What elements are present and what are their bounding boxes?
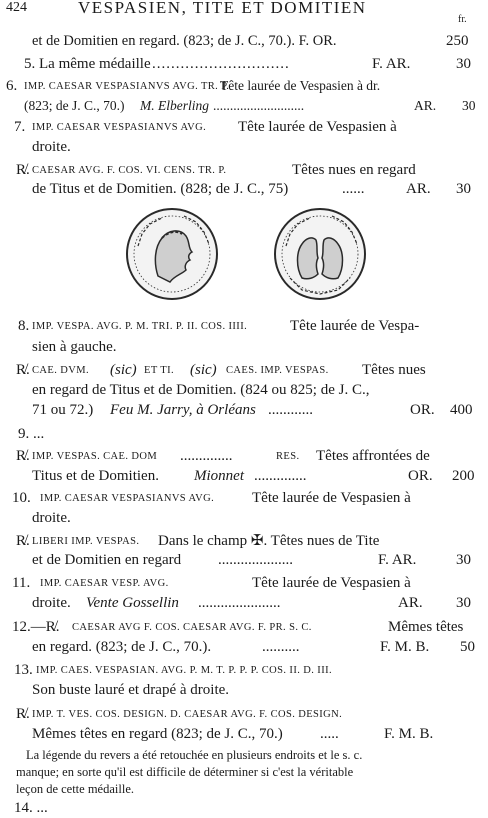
entry-line: 5. La même médaille ............................. F. AR. 30 xyxy=(24,56,471,72)
price-unit-label: fr. xyxy=(458,14,467,25)
entry-line: R̸. IMP. T. VES. COS. DESIGN. D. CAESAR AVG. F. COS. DESIGN. xyxy=(16,706,343,722)
entry-line: R̸. LIBERI IMP. VESPAS. Dans le champ ✠. Têtes nues de Tite xyxy=(16,533,380,549)
page-number: 424 xyxy=(6,0,27,15)
entry-line: droite. xyxy=(32,139,71,155)
entry-line: Titus et de Domitien. Mionnet .............. OR. 200 xyxy=(32,468,475,484)
entry-line: 12.—R̸. CAESAR AVG F. COS. CAESAR AVG. F. PR. S. C. Mêmes têtes xyxy=(12,619,464,635)
entry-line: 71 ou 72.) Feu M. Jarry, à Orléans ............ OR. 400 xyxy=(32,402,473,418)
entry-line: R̸. CAESAR AVG. F. COS. VI. CENS. TR. P. Têtes nues en regard xyxy=(16,162,416,178)
entry-line: 13. IMP. CAES. VESPASIAN. AVG. P. M. T. P. P. P. COS. II. D. III. xyxy=(14,662,333,678)
coin-reverse-image xyxy=(272,206,368,302)
entry-line: droite. Vente Gossellin ...................... AR. 30 xyxy=(32,595,471,611)
entry-line: en regard. (823; de J. C., 70.). .......... F. M. B. 50 xyxy=(32,639,475,655)
entry-line: 9. ... xyxy=(18,426,45,442)
entry-line: et de Domitien en regard .................... F. AR. 30 xyxy=(32,552,471,568)
entry-line: 6. IMP. CAESAR VESPASIANVS AVG. TR. P. Tête laurée de Vespasien à dr. xyxy=(6,78,381,94)
entry-line: 7. IMP. CAESAR VESPASIANVS AVG. Tête laurée de Vespasien à xyxy=(14,119,397,135)
footnote-line: La légende du revers a été retouchée en plusieurs endroits et le s. c. xyxy=(26,748,363,762)
entry-line: sien à gauche. xyxy=(32,339,117,355)
entry-line: Son buste lauré et drapé à droite. xyxy=(32,682,230,698)
entry-line: Mêmes têtes en regard (823; de J. C., 70.) ..... F. M. B. xyxy=(32,726,434,742)
coin-obverse-image xyxy=(124,206,220,302)
entry-line: R̸. IMP. VESPAS. CAE. DOM .............. RES. Têtes affrontées de xyxy=(16,448,430,464)
footnote-line: leçon de cette médaille. xyxy=(16,782,134,796)
entry-line: de Titus et de Domitien. (828; de J. C., 75) ...... AR. 30 xyxy=(32,181,471,197)
footnote-line: manque; en sorte qu'il est difficile de déterminer si c'est la véritable xyxy=(16,765,354,779)
entry-line: (823; de J. C., 70.) M. Elberling ........................... AR. 30 xyxy=(24,98,476,113)
entry-line: 14. ... xyxy=(14,800,48,816)
entry-line: et de Domitien en regard. (823; de J. C., 70.). F. OR. 250 xyxy=(32,33,469,49)
entry-line: en regard de Titus et de Domitien. (824 ou 825; de J. C., xyxy=(32,382,370,398)
entry-line: R̸. CAE. DVM. (sic) ET TI. (sic) CAES. IMP. VESPAS. Têtes nues xyxy=(16,362,426,378)
entry-line: 10. IMP. CAESAR VESPASIANVS AVG. Tête laurée de Vespasien à xyxy=(12,490,411,506)
entry-line: 11. IMP. CAESAR VESP. AVG. Tête laurée de Vespasien à xyxy=(12,575,411,591)
running-title: VESPASIEN, TITE ET DOMITIEN xyxy=(78,0,367,17)
entry-line: 8. IMP. VESPA. AVG. P. M. TRI. P. II. COS. IIII. Tête laurée de Vespa- xyxy=(18,318,420,334)
entry-line: droite. xyxy=(32,510,71,526)
